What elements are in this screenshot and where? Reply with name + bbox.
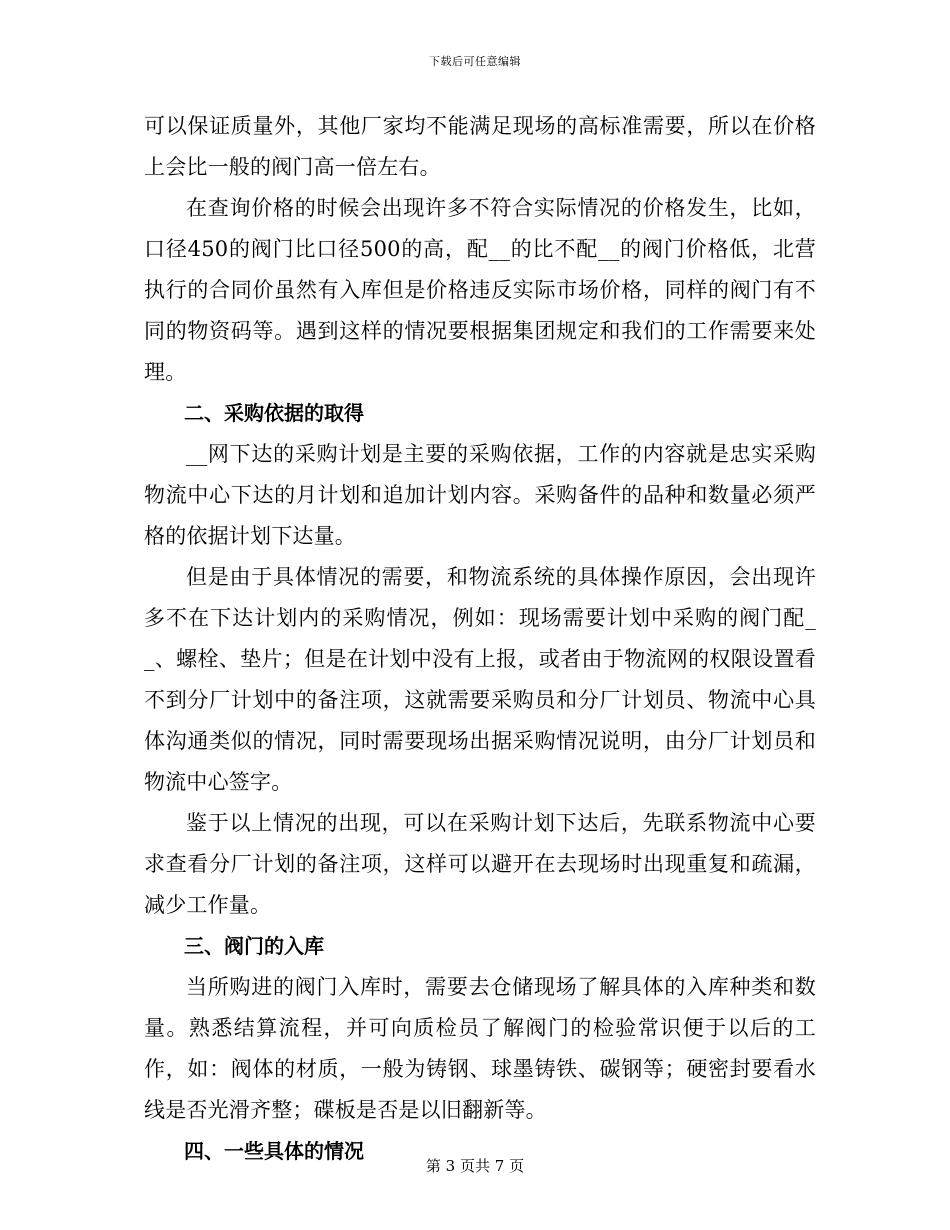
page-header: 下载后可任意编辑	[429, 55, 521, 68]
paragraph-continuation: 可以保证质量外，其他厂家均不能满足现场的高标准需要，所以在价格上会比一般的阀门高一倍左右。	[144, 114, 816, 179]
section-heading-2: 二、采购依据的取得	[184, 401, 364, 425]
page-footer: 第 3 页共 7 页	[425, 1157, 525, 1175]
section-heading-4: 四、一些具体的情况	[184, 1139, 364, 1163]
paragraph-price-query: 在查询价格的时候会出现许多不符合实际情况的价格发生，比如，口径450的阀门比口径500的高，配__的比不配__的阀门价格低，北营执行的合同价虽然有入库但是价格违反实际市场价格，同样的阀门有不同的物资码等。遇到这样的情况要根据集团规定和我们的工作需要来处理。	[144, 196, 816, 384]
paragraph-valve-storage: 当所购进的阀门入库时，需要去仓储现场了解具体的入库种类和数量。熟悉结算流程，并可向质检员了解阀门的检验常识便于以后的工作，如：阀体的材质，一般为铸钢、球墨铸铁、碳钢等；硬密封要看水线是否光滑齐整；碟板是否是以旧翻新等。	[144, 975, 816, 1122]
document-body	[144, 106, 816, 1172]
section-heading-3: 三、阀门的入库	[184, 934, 324, 958]
paragraph-special-cases: 但是由于具体情况的需要，和物流系统的具体操作原因，会出现许多不在下达计划内的采购情况，例如：现场需要计划中采购的阀门配__、螺栓、垫片；但是在计划中没有上报，或者由于物流网的权限设置看不到分厂计划中的备注项，这就需要采购员和分厂计划员、物流中心具体沟通类似的情况，同时需要现场出据采购情况说明，由分厂计划员和物流中心签字。	[144, 565, 816, 794]
paragraph-remarks-check: 鉴于以上情况的出现，可以在采购计划下达后，先联系物流中心要求查看分厂计划的备注项，这样可以避开在去现场时出现重复和疏漏，减少工作量。	[144, 811, 816, 917]
paragraph-purchase-basis: __网下达的采购计划是主要的采购依据，工作的内容就是忠实采购物流中心下达的月计划和追加计划内容。采购备件的品种和数量必须严格的依据计划下达量。	[144, 442, 816, 548]
